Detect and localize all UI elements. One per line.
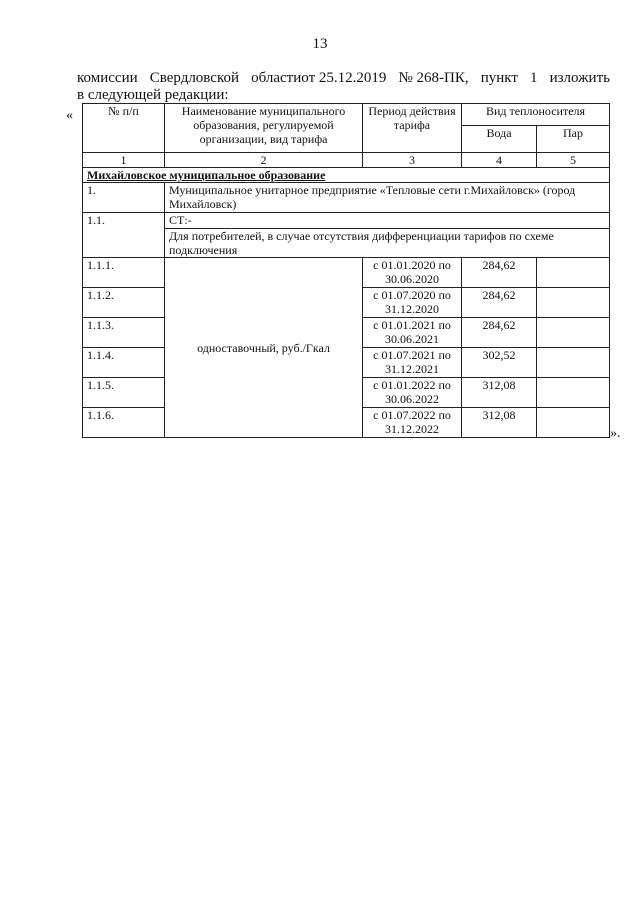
tariff-type: одноставочный, руб./Гкал [165, 258, 363, 438]
period-start: с 01.01.2020 по [373, 258, 451, 272]
header-name: Наименование муниципального образования, регулируемой организации, вид тарифа [165, 104, 363, 153]
header-water: Вода [462, 126, 537, 153]
column-number: 1 [83, 153, 165, 168]
row-number: 1.1.4. [83, 348, 165, 378]
period-end: 30.06.2021 [385, 332, 439, 346]
row-water-value: 284,62 [462, 318, 537, 348]
column-number: 2 [165, 153, 363, 168]
header-row-1 [83, 104, 610, 126]
intro-paragraph [77, 70, 610, 104]
row-water-value: 312,08 [462, 378, 537, 408]
row-water-value: 302,52 [462, 348, 537, 378]
period-start: с 01.07.2020 по [373, 288, 451, 302]
period-start: с 01.01.2021 по [373, 318, 451, 332]
tariff-group-number: 1.1. [83, 213, 165, 258]
intro-line-1 [77, 70, 610, 87]
intro-line-2: в следующей редакции: [77, 87, 229, 103]
row-number: 1.1.2. [83, 288, 165, 318]
row-steam-value [537, 258, 610, 288]
tariff-group-label: СТ:- [165, 213, 610, 229]
period-end: 31.12.2022 [385, 422, 439, 436]
intro-word: комиссии [77, 70, 138, 86]
period-end: 30.06.2020 [385, 272, 439, 286]
closing-quote: ». [610, 426, 621, 441]
column-number: 3 [363, 153, 462, 168]
column-number-row [83, 153, 610, 168]
column-number: 5 [537, 153, 610, 168]
row-water-value: 284,62 [462, 258, 537, 288]
row-water-value: 312,08 [462, 408, 537, 438]
organization-row [83, 183, 610, 213]
intro-word: пункт [480, 70, 518, 86]
row-number: 1.1.3. [83, 318, 165, 348]
period-end: 30.06.2022 [385, 392, 439, 406]
consumers-label: Для потребителей, в случае отсутствия дифференциации тарифов по схеме подключения [165, 229, 610, 258]
row-period [363, 348, 462, 378]
header-steam: Пар [537, 126, 610, 153]
intro-word: 1 [530, 70, 538, 86]
header-carrier: Вид теплоносителя [462, 104, 610, 126]
organization-number: 1. [83, 183, 165, 213]
section-row [83, 168, 610, 183]
row-steam-value [537, 378, 610, 408]
row-period [363, 408, 462, 438]
row-period [363, 318, 462, 348]
period-start: с 01.01.2022 по [373, 378, 451, 392]
header-period: Период действия тарифа [363, 104, 462, 153]
header-num: № п/п [83, 104, 165, 153]
period-end: 31.12.2020 [385, 302, 439, 316]
row-period [363, 378, 462, 408]
period-start: с 01.07.2022 по [373, 408, 451, 422]
opening-quote: « [66, 108, 73, 123]
period-start: с 01.07.2021 по [373, 348, 451, 362]
intro-word: № 268-ПК, [398, 70, 469, 86]
row-steam-value [537, 408, 610, 438]
column-number: 4 [462, 153, 537, 168]
row-water-value: 284,62 [462, 288, 537, 318]
intro-word: изложить [549, 70, 610, 86]
table-row [83, 258, 610, 288]
row-steam-value [537, 288, 610, 318]
intro-word: Свердловской [149, 70, 240, 86]
intro-word: областиот 25.12.2019 [251, 70, 387, 86]
row-period [363, 288, 462, 318]
organization-name: Муниципальное унитарное предприятие «Тепловые сети г.Михайловск» (город Михайловск) [165, 183, 610, 213]
row-number: 1.1.5. [83, 378, 165, 408]
section-title: Михайловское муниципальное образование [83, 168, 610, 183]
tariff-group-row [83, 213, 610, 229]
row-number: 1.1.6. [83, 408, 165, 438]
row-number: 1.1.1. [83, 258, 165, 288]
row-steam-value [537, 348, 610, 378]
row-period [363, 258, 462, 288]
tariff-table [82, 103, 610, 438]
row-steam-value [537, 318, 610, 348]
page-number: 13 [312, 36, 328, 52]
period-end: 31.12.2021 [385, 362, 439, 376]
